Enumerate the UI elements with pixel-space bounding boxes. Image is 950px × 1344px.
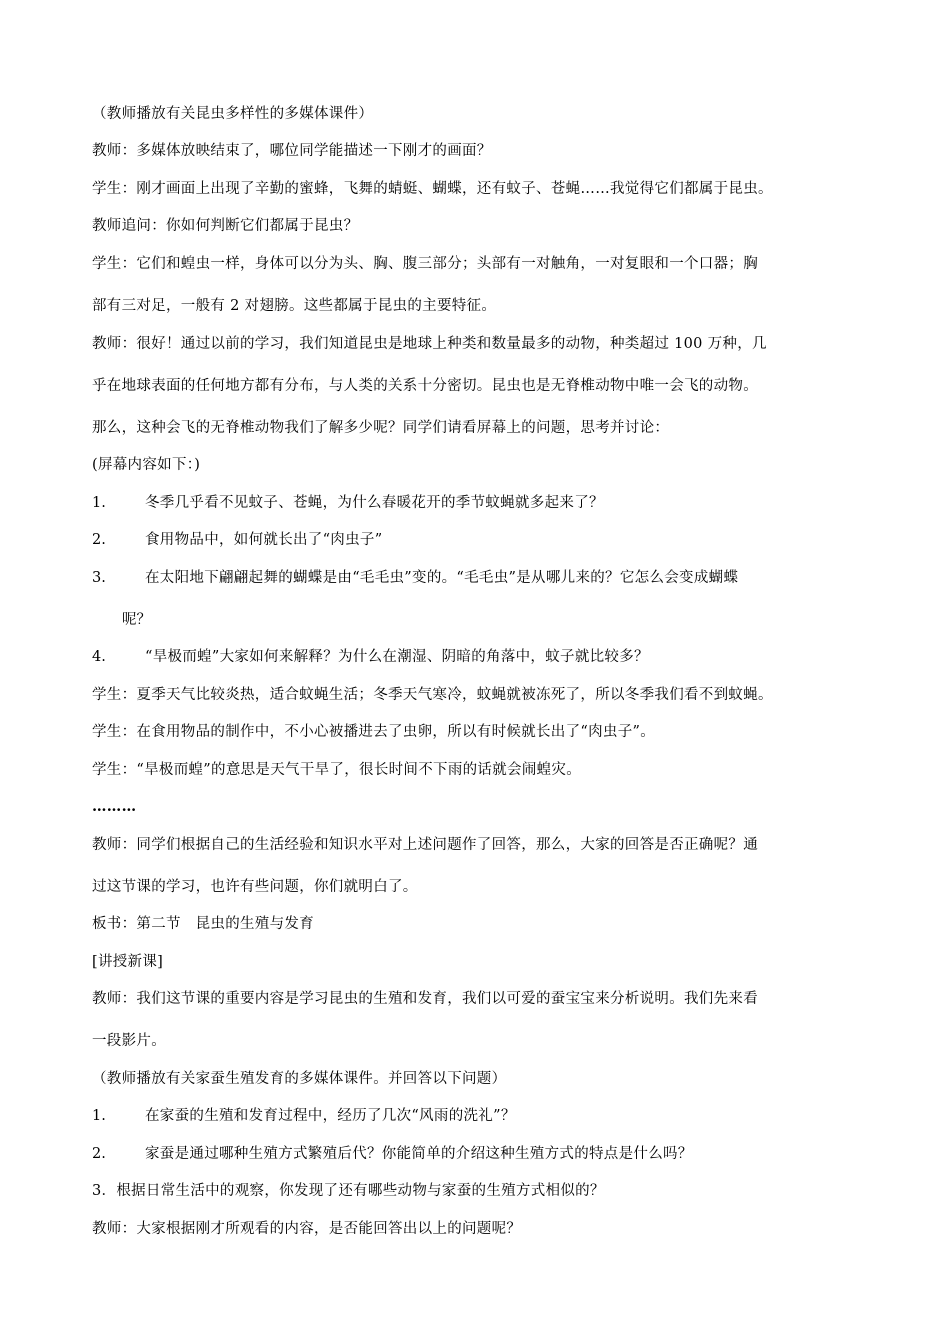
ellipsis: ……… <box>92 798 137 815</box>
paragraph-student-2-line-2: 部有三对足，一般有 2 对翅膀。这些都属于昆虫的主要特征。 <box>92 298 497 314</box>
paragraph-teacher-2-line-1: 教师：很好！通过以前的学习，我们知道昆虫是地球上种类和数量最多的动物，种类超过 100 万种，几 <box>92 336 767 352</box>
paragraph-teacher-3-line-1: 教师：同学们根据自己的生活经验和知识水平对上述问题作了回答，那么，大家的回答是否正确呢？通 <box>92 837 758 853</box>
paragraph-intro: （教师播放有关昆虫多样性的多媒体课件） <box>92 106 374 122</box>
paragraph-student-1: 学生：刚才画面上出现了辛勤的蜜蜂，飞舞的蜻蜓、蝴蝶，还有蚊子、苍蝇……我觉得它们都属于昆虫。 <box>92 181 773 197</box>
video-question-3: 3．根据日常生活中的观察，你发现了还有哪些动物与家蚕的生殖方式相似的？ <box>92 1183 605 1199</box>
question-1-text: 冬季几乎看不见蚊子、苍蝇，为什么春暖花开的季节蚊蝇就多起来了？ <box>145 495 604 511</box>
video-question-1-text: 在家蚕的生殖和发育过程中，经历了几次“风雨的洗礼”？ <box>145 1108 516 1124</box>
paragraph-student-2-line-1: 学生：它们和蝗虫一样，身体可以分为头、胸、腹三部分；头部有一对触角，一对复眼和一个口器；胸 <box>92 256 758 272</box>
video-question-2-number: 2. <box>92 1146 106 1162</box>
section-heading: [讲授新课] <box>92 954 164 970</box>
paragraph-teacher-3-line-2: 过这节课的学习，也许有些问题，你们就明白了。 <box>92 879 418 895</box>
question-2-number: 2. <box>92 532 106 548</box>
paragraph-teacher-5: 教师：大家根据刚才所观看的内容，是否能回答出以上的问题呢？ <box>92 1221 522 1237</box>
paragraph-teacher-2-line-3: 那么，这种会飞的无脊椎动物我们了解多少呢？同学们请看屏幕上的问题，思考并讨论： <box>92 420 670 436</box>
paragraph-teacher-1: 教师：多媒体放映结束了，哪位同学能描述一下刚才的画面？ <box>92 143 492 159</box>
question-3-number: 3. <box>92 570 106 586</box>
question-3-text-line-2: 呢？ <box>122 612 151 628</box>
question-3-text-line-1: 在太阳地下翩翩起舞的蝴蝶是由“毛毛虫”变的。“毛毛虫”是从哪儿来的？它怎么会变成蝴蝶 <box>145 570 739 586</box>
paragraph-teacher-4-line-1: 教师：我们这节课的重要内容是学习昆虫的生殖和发育，我们以可爱的蚕宝宝来分析说明。我们先来看 <box>92 991 758 1007</box>
question-1-number: 1. <box>92 495 106 511</box>
paragraph-student-answer-2: 学生：在食用物品的制作中，不小心被播进去了虫卵，所以有时候就长出了“肉虫子”。 <box>92 724 656 740</box>
question-4-text: “旱极而蝗”大家如何来解释？为什么在潮湿、阴暗的角落中，蚊子就比较多？ <box>145 649 649 665</box>
question-4-number: 4. <box>92 649 106 665</box>
paragraph-board-title: 板书：第二节 昆虫的生殖与发育 <box>92 916 314 932</box>
paragraph-teacher-followup: 教师追问：你如何判断它们都属于昆虫？ <box>92 218 359 234</box>
question-2-text: 食用物品中，如何就长出了“肉虫子” <box>145 532 383 548</box>
video-question-2-text: 家蚕是通过哪种生殖方式繁殖后代？你能简单的介绍这种生殖方式的特点是什么吗？ <box>145 1146 693 1162</box>
video-question-1-number: 1. <box>92 1108 106 1124</box>
paragraph-screen-content: (屏幕内容如下：) <box>92 457 201 473</box>
paragraph-teacher-2-line-2: 乎在地球表面的任何地方都有分布，与人类的关系十分密切。昆虫也是无脊椎动物中唯一会飞的动物。 <box>92 378 758 394</box>
paragraph-video-note: （教师播放有关家蚕生殖发育的多媒体课件。并回答以下问题） <box>92 1071 507 1087</box>
paragraph-teacher-4-line-2: 一段影片。 <box>92 1033 166 1049</box>
paragraph-student-answer-3: 学生：“旱极而蝗”的意思是天气干旱了，很长时间不下雨的话就会闹蝗灾。 <box>92 762 582 778</box>
paragraph-student-answer-1: 学生：夏季天气比较炎热，适合蚊蝇生活；冬季天气寒冷，蚊蝇就被冻死了，所以冬季我们看不到蚊蝇。 <box>92 687 773 703</box>
